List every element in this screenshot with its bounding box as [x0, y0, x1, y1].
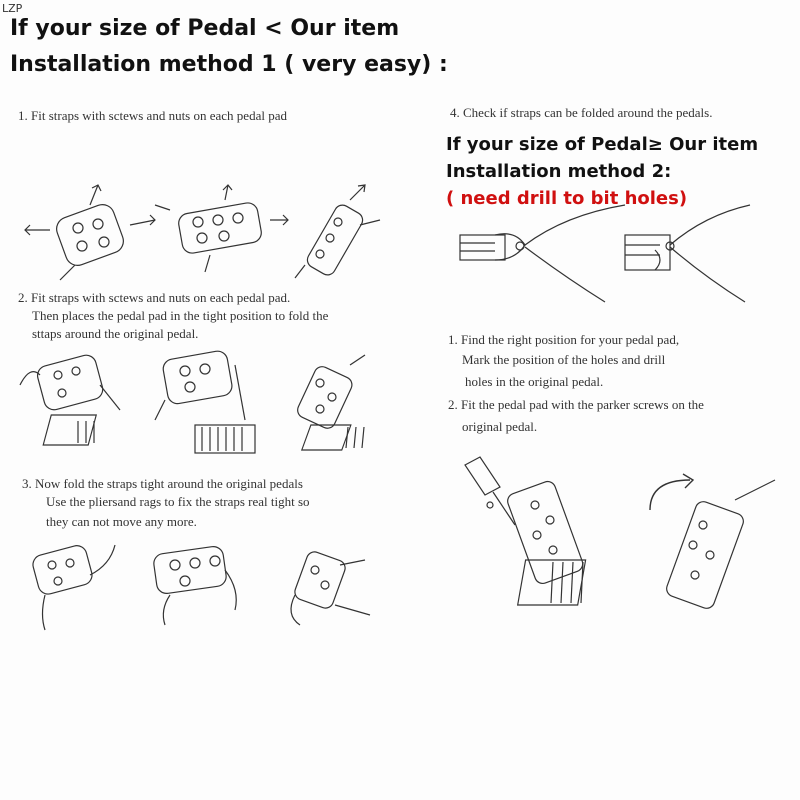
pliers-illustration — [455, 205, 755, 305]
m2-step1-line2: Mark the position of the holes and drill — [462, 352, 666, 367]
m2-step2-line2: original pedal. — [462, 419, 538, 434]
pedal-fold-drawing-1 — [20, 353, 120, 445]
step2-line1: 2. Fit straps with sctews and nuts on each pedal pad. — [18, 290, 291, 305]
heading-size-larger: If your size of Pedal≥ Our item — [446, 134, 759, 155]
pedal-fixed-drawing-3 — [291, 550, 370, 625]
step3-illustration — [30, 535, 430, 635]
pedal-with-pad-drawing-2 — [664, 480, 775, 611]
step2-line2: Then places the pedal pad in the tight position to fold the — [32, 308, 329, 323]
pedal-pad-drawing-1 — [25, 185, 155, 280]
drill-note: ( need drill to bit holes) — [446, 188, 688, 209]
heading-method-1: Installation method 1 ( very easy) : — [10, 52, 448, 77]
pedal-pad-drawing-2 — [155, 185, 288, 272]
step3-line2: Use the pliersand rags to fix the straps real tight so — [46, 494, 310, 509]
m2-step1-line3: holes in the original pedal. — [465, 374, 604, 389]
step3-line3: they can not move any more. — [46, 514, 197, 529]
pedal-fixed-drawing-2 — [153, 545, 237, 625]
pedal-with-pad-drawing-1 — [505, 479, 585, 605]
watermark: LZP — [2, 2, 23, 15]
pedal-pad-drawing-3 — [295, 185, 380, 278]
heading-size-smaller: If your size of Pedal < Our item — [10, 16, 400, 41]
pedal-fixed-drawing-1 — [31, 543, 115, 630]
step3-line1: 3. Now fold the straps tight around the original pedals — [22, 476, 303, 491]
pedal-fold-drawing-3 — [295, 355, 365, 450]
m2-step1-line1: 1. Find the right position for your pedal pad, — [448, 332, 680, 347]
step2-illustration — [20, 345, 440, 455]
curved-arrow-icon — [650, 474, 693, 510]
step1-illustration — [20, 180, 440, 280]
step1-text: 1. Fit straps with sctews and nuts on each pedal pad — [18, 108, 287, 123]
screwdriver-drawing — [465, 457, 515, 525]
step2-line3: sttaps around the original pedal. — [32, 326, 199, 341]
m2-step2-line1: 2. Fit the pedal pad with the parker screws on the — [448, 397, 704, 412]
step4-text: 4. Check if straps can be folded around the pedals. — [450, 105, 713, 120]
pliers-drawing-2 — [625, 205, 750, 302]
pedal-fold-drawing-2 — [155, 350, 255, 453]
drill-illustration — [455, 450, 785, 620]
pliers-drawing-1 — [460, 205, 625, 302]
heading-method-2: Installation method 2: — [446, 161, 672, 182]
